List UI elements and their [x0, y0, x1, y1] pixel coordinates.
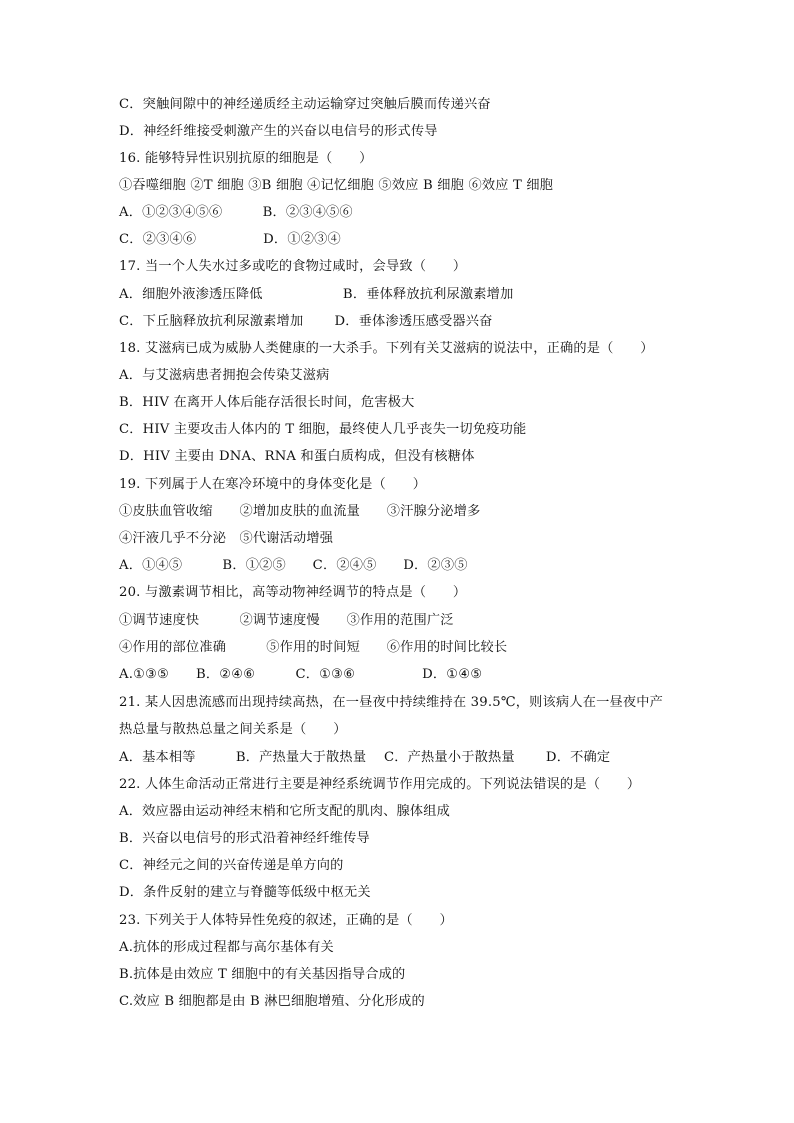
text-line: 热总量与散热总量之间关系是（ ）	[119, 722, 347, 737]
question-22: 22. 人体生命活动正常进行主要是神经系统调节作用完成的。下列说法错误的是（ ）	[119, 777, 641, 792]
text-line: C．突触间隙中的神经递质经主动运输穿过突触后膜而传递兴奋	[119, 97, 491, 112]
option-line: C．神经元之间的兴奋传递是单方向的	[119, 858, 344, 873]
text-line: ①吞噬细胞 ②T 细胞 ③B 细胞 ④记忆细胞 ⑤效应 B 细胞 ⑥效应 T 细胞	[119, 178, 554, 193]
option-line: C．下丘脑释放抗利尿激素增加 D．垂体渗透压感受器兴奋	[119, 314, 493, 329]
question-23: 23. 下列关于人体特异性免疫的叙述，正确的是（ ）	[119, 913, 453, 928]
question-17: 17. 当一个人失水过多或吃的食物过咸时，会导致（ ）	[119, 259, 467, 274]
text-line: ①调节速度快 ②调节速度慢 ③作用的范围广泛	[119, 613, 454, 628]
option-line: B．HIV 在离开人体后能存活很长时间，危害极大	[119, 395, 415, 410]
option-line: B．兴奋以电信号的形式沿着神经纤维传导	[119, 831, 370, 846]
text-line: ④作用的部位准确 ⑤作用的时间短 ⑥作用的时间比较长	[119, 640, 508, 655]
option-line: D．HIV 主要由 DNA、RNA 和蛋白质构成，但没有核糖体	[119, 449, 475, 464]
question-18: 18. 艾滋病已成为威胁人类健康的一大杀手。下列有关艾滋病的说法中，正确的是（ ）	[119, 341, 654, 356]
question-21: 21. 某人因患流感而出现持续高热，在一昼夜中持续维持在 39.5℃，则该病人在一昼夜中产	[119, 695, 664, 710]
option-line: D．条件反射的建立与脊髓等低级中枢无关	[119, 885, 371, 900]
text-line: D．神经纤维接受刺激产生的兴奋以电信号的形式传导	[119, 124, 438, 139]
option-line: C．HIV 主要攻击人体内的 T 细胞，最终使人几乎丧失一切免疫功能	[119, 422, 527, 437]
option-line: A．细胞外液渗透压降低 B．垂体释放抗利尿激素增加	[119, 287, 514, 302]
text-line: ④汗液几乎不分泌 ⑤代谢活动增强	[119, 531, 334, 546]
option-line: A．①④⑤ B．①②⑤ C．②④⑤ D．②③⑤	[119, 558, 468, 573]
option-line: C．②③④⑥ D．①②③④	[119, 232, 341, 247]
text-line: ①皮肤血管收缩 ②增加皮肤的血流量 ③汗腺分泌增多	[119, 504, 481, 519]
option-line: C.效应 B 细胞都是由 B 淋巴细胞增殖、分化形成的	[119, 994, 425, 1009]
option-line: A．①②③④⑤⑥ B．②③④⑤⑥	[119, 205, 353, 220]
question-20: 20. 与激素调节相比，高等动物神经调节的特点是（ ）	[119, 585, 467, 600]
option-line: A．与艾滋病患者拥抱会传染艾滋病	[119, 368, 330, 383]
option-line: B.抗体是由效应 T 细胞中的有关基因指导合成的	[119, 967, 406, 982]
option-line: A.抗体的形成过程都与高尔基体有关	[119, 940, 334, 955]
option-line: A．效应器由运动神经末梢和它所支配的肌肉、腺体组成	[119, 804, 451, 819]
option-line: A．基本相等 B．产热量大于散热量 C．产热量小于散热量 D．不确定	[119, 750, 611, 765]
option-line: A.①③⑤ B．②④⑥ C．①③⑥ D．①④⑤	[119, 667, 483, 682]
question-16: 16. 能够特异性识别抗原的细胞是（ ）	[119, 151, 373, 166]
question-19: 19. 下列属于人在寒冷环境中的身体变化是（ ）	[119, 477, 427, 492]
